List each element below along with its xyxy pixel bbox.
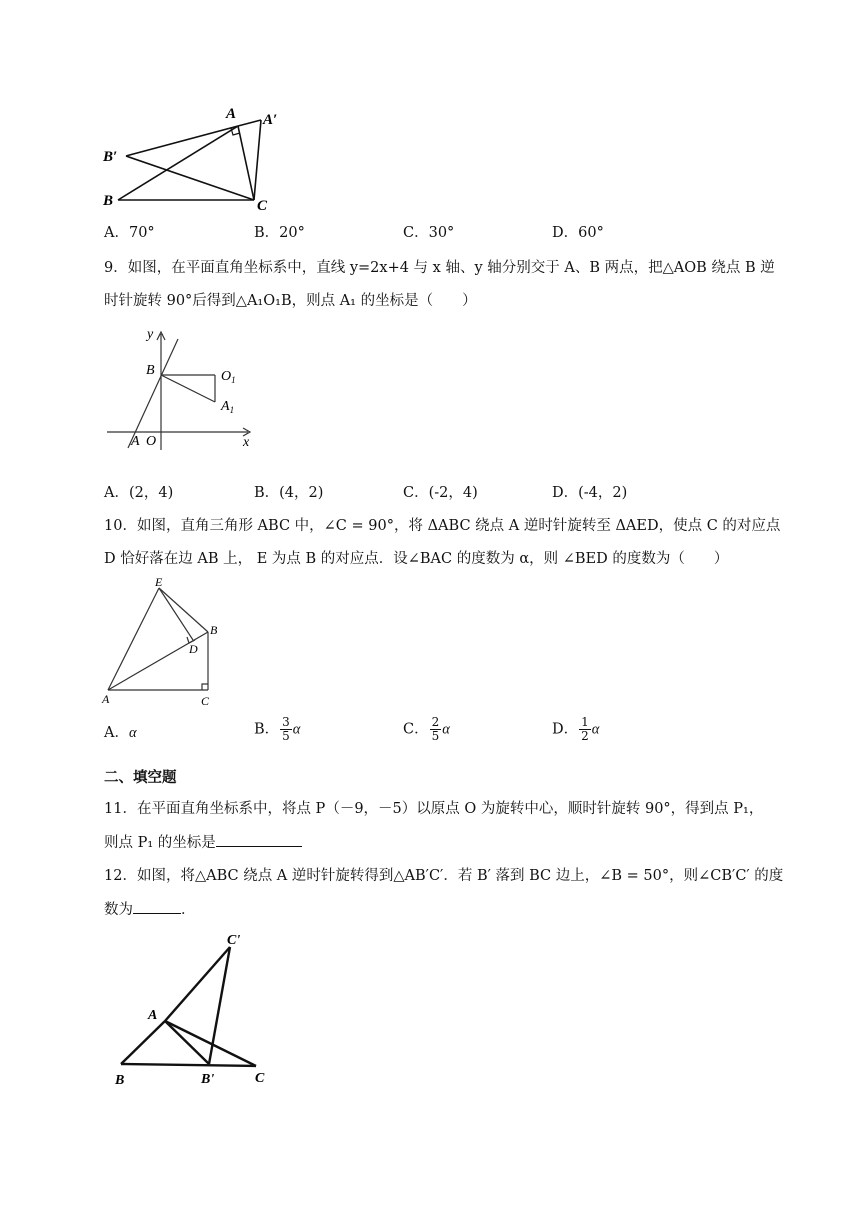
q9-option-a[interactable]: A．(2，4) — [104, 485, 174, 501]
q9-option-b[interactable]: B．(4，2) — [254, 485, 324, 501]
label-a: A — [148, 1008, 158, 1023]
label-y-axis: y — [147, 327, 154, 342]
label-b-prime: B′ — [103, 149, 118, 165]
label-c: C — [255, 1071, 265, 1086]
label-b: B — [210, 623, 218, 637]
q8-option-b[interactable]: B．20° — [254, 225, 305, 241]
q9-text-line1: 9．如图，在平面直角坐标系中，直线 y=2x+4 与 x 轴、y 轴分别交于 A、B 两点，把△AOB 绕点 B 逆 — [104, 260, 775, 276]
section-title: 二、填空题 — [104, 770, 177, 786]
q8-option-d[interactable]: D．60° — [552, 225, 604, 241]
label-d: D — [189, 642, 198, 656]
figure-q10 — [100, 574, 230, 710]
label-b: B — [115, 1073, 125, 1088]
label-a: A — [102, 692, 110, 706]
label-b-prime: B' — [201, 1072, 215, 1087]
label-c: C — [257, 198, 268, 214]
q12-text-line2: 数为 ． — [104, 899, 196, 920]
q9-option-d[interactable]: D．(-4，2) — [552, 485, 628, 501]
q11-text-line1: 11．在平面直角坐标系中，将点 P（－9，－5）以原点 O 为旋转中心，顺时针旋转 90°，得到点 P₁， — [104, 801, 764, 817]
label-a: A — [226, 106, 237, 122]
figure-q8 — [98, 104, 298, 216]
answer-blank[interactable] — [133, 899, 181, 914]
q10-text-line2: D 恰好落在边 AB 上， E 为点 B 的对应点．设∠BAC 的度数为 α，则 ∠BED 的度数为（ ） — [104, 551, 729, 567]
q9-text-line2: 时针旋转 90°后得到△A₁O₁B，则点 A₁ 的坐标是（ ） — [104, 293, 477, 309]
label-a1: $A_1$ — [221, 399, 235, 415]
figure-q12 — [108, 930, 288, 1095]
label-c-prime: C' — [227, 933, 241, 948]
label-e: E — [155, 575, 163, 589]
label-c: C — [201, 694, 210, 708]
label-o: O — [146, 434, 157, 449]
q10-option-c[interactable]: C． $\frac{2}{5}$ α — [403, 715, 450, 743]
q9-option-c[interactable]: C．(-2，4) — [403, 485, 478, 501]
label-x-axis: x — [243, 435, 250, 450]
label-a-prime: A′ — [263, 112, 278, 128]
label-b: B — [103, 193, 114, 209]
q10-option-a[interactable]: A．α — [104, 725, 137, 741]
q11-text-line2: 则点 P₁ 的坐标是 — [104, 832, 302, 853]
q10-text-line1: 10．如图，直角三角形 ABC 中，∠C = 90°，将 ΔABC 绕点 A 逆时针旋转至 ΔAED，使点 C 的对应点 — [104, 518, 781, 534]
figure-q9 — [104, 322, 264, 452]
fraction: $\frac{2}{5}$ — [431, 715, 440, 743]
q10-option-d[interactable]: D． $\frac{1}{2}$ α — [552, 715, 600, 743]
answer-blank[interactable] — [216, 832, 302, 847]
label-b: B — [146, 363, 155, 378]
label-a: A — [131, 434, 140, 449]
fraction: $\frac{1}{2}$ — [581, 715, 589, 743]
q8-option-a[interactable]: A．70° — [104, 225, 155, 241]
label-o1: $O_1$ — [221, 369, 236, 385]
q8-option-c[interactable]: C．30° — [403, 225, 455, 241]
fraction: $\frac{3}{5}$ — [282, 715, 290, 743]
q10-option-b[interactable]: B． $\frac{3}{5}$ α — [254, 715, 301, 743]
q12-text-line1: 12．如图，将△ABC 绕点 A 逆时针旋转得到△AB′C′．若 B′ 落到 BC 边上，∠B = 50°，则∠CB′C′ 的度 — [104, 868, 784, 884]
